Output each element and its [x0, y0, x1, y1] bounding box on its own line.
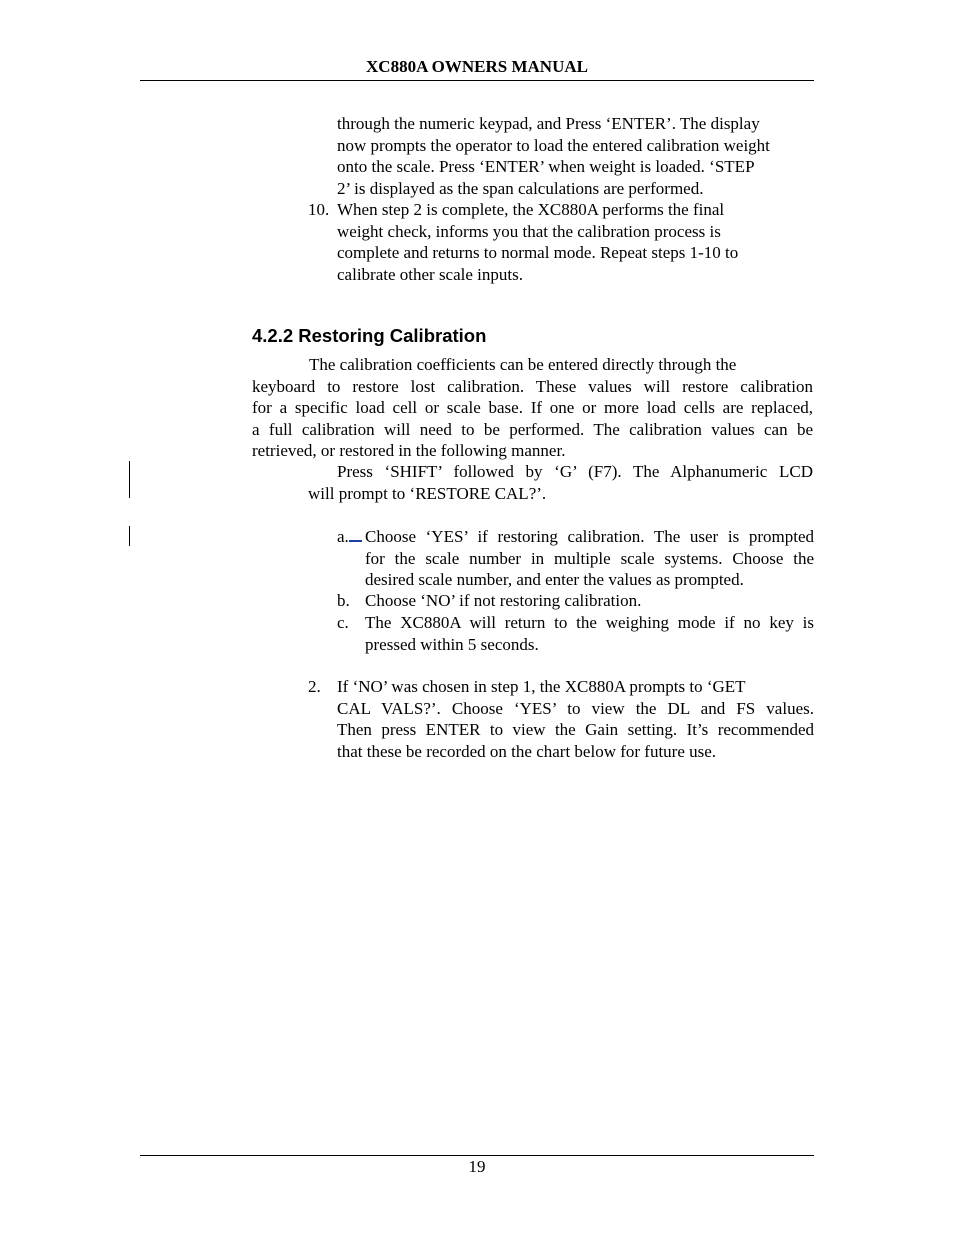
list-marker: b.: [337, 591, 350, 610]
text-line: for a specific load cell or scale base. If one or more load cells are replaced,: [252, 398, 813, 417]
list-marker: c.: [337, 613, 349, 632]
list-number: 2.: [308, 677, 321, 696]
continued-step: [337, 113, 817, 199]
insertion-mark: [349, 527, 362, 542]
text-line: CAL VALS?’. Choose ‘YES’ to view the DL and FS values.: [337, 698, 814, 718]
text-line: weight check, informs you that the calibration process is: [337, 221, 721, 241]
text-line: retrieved, or restored in the following manner.: [252, 441, 566, 460]
text-line: The calibration coefficients can be entered directly through the: [309, 355, 737, 374]
header-rule: [140, 80, 814, 81]
text-line: Choose ‘NO’ if not restoring calibration.: [365, 591, 642, 610]
text-line: pressed within 5 seconds.: [365, 634, 539, 654]
text-line: keyboard to restore lost calibration. These values will restore calibration: [252, 376, 813, 396]
intro-paragraph: [252, 354, 813, 462]
text-line: a full calibration will need to be performed. The calibration values can be: [252, 419, 813, 439]
text-line: Press ‘SHIFT’ followed by ‘G’ (F7). The Alphanumeric LCD: [337, 462, 813, 481]
manual-title: XC880A OWNERS MANUAL: [366, 57, 588, 76]
text-line: 2’ is displayed as the span calculations are performed.: [337, 178, 704, 198]
change-bar: [129, 526, 130, 546]
text-line: through the numeric keypad, and Press ‘ENTER’. The display: [337, 114, 760, 133]
section-heading: 4.2.2 Restoring Calibration: [252, 325, 487, 346]
text-line: desired scale number, and enter the values as prompted.: [365, 570, 744, 589]
text-line: calibrate other scale inputs.: [337, 264, 523, 284]
list-number: 10.: [308, 200, 330, 219]
text-line: will prompt to ‘RESTORE CAL?’.: [308, 483, 547, 503]
text-line: The XC880A will return to the weighing mode if no key is: [365, 613, 814, 632]
text-line: When step 2 is complete, the XC880A performs the final: [337, 200, 725, 219]
text-line: If ‘NO’ was chosen in step 1, the XC880A prompts to ‘GET: [337, 677, 746, 696]
text-line: now prompts the operator to load the entered calibration weight: [337, 135, 770, 155]
list-marker: [337, 526, 362, 548]
text-line: Choose ‘YES’ if restoring calibration. The user is prompted: [365, 527, 814, 546]
page-number: 19: [468, 1157, 486, 1176]
text-line: Then press ENTER to view the Gain setting. It’s recommended: [337, 720, 814, 739]
text-line: complete and returns to normal mode. Repeat steps 1-10 to: [337, 243, 739, 262]
press-shift-paragraph: [308, 461, 813, 504]
text-line: onto the scale. Press ‘ENTER’ when weight is loaded. ‘STEP: [337, 157, 755, 176]
change-bar: [129, 461, 130, 498]
text-line: for the scale number in multiple scale systems. Choose the: [365, 548, 814, 568]
list-marker-text: a.: [337, 527, 349, 546]
text-line: that these be recorded on the chart below for future use.: [337, 741, 717, 761]
